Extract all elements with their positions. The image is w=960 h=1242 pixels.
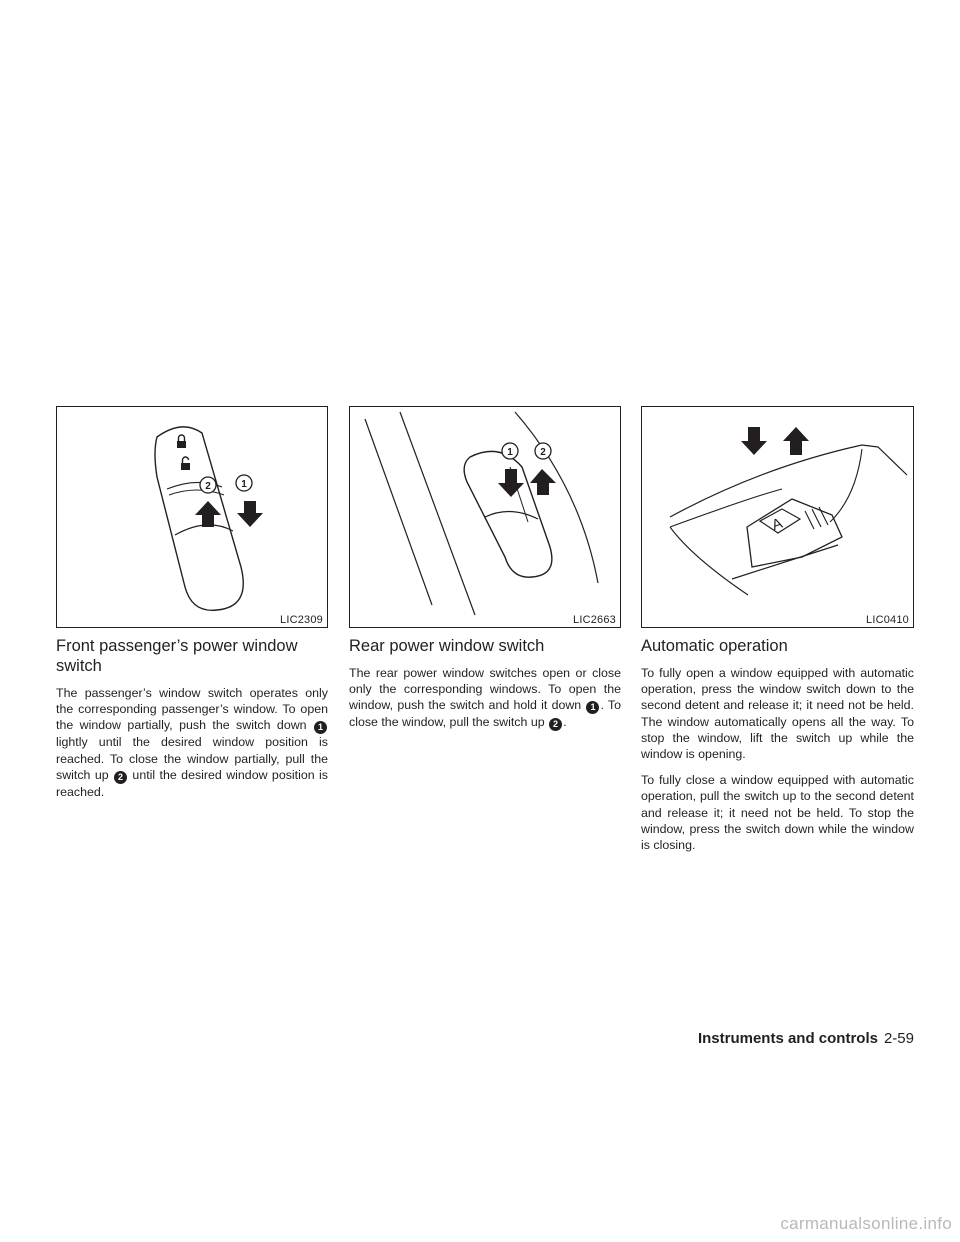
arrow-up-icon xyxy=(530,469,556,495)
svg-text:2: 2 xyxy=(205,481,211,492)
section-heading: Rear power window switch xyxy=(349,637,545,655)
callout-1: 1 xyxy=(586,701,599,714)
text-run: . xyxy=(563,715,567,730)
auto-switch-illustration xyxy=(642,407,915,629)
text-run: lightly until the desired window position is reached. To close the window partially, pull the switch up xyxy=(56,735,328,782)
section-heading: Automatic operation xyxy=(641,637,788,655)
section-automatic-operation xyxy=(641,636,914,863)
footer-section-title: Instruments and controls xyxy=(697,1030,878,1047)
body-paragraph xyxy=(349,665,621,731)
callout-2: 2 xyxy=(549,718,562,731)
svg-text:2: 2 xyxy=(540,447,546,458)
text-run: The rear power window switches open or close only the corresponding windows. To open the window, push the switch and hold it down xyxy=(349,666,621,713)
section-front-passenger xyxy=(56,636,328,810)
section-heading xyxy=(56,636,328,676)
figure-front-passenger-switch xyxy=(56,406,328,628)
callout-2: 2 xyxy=(114,771,127,784)
front-switch-illustration xyxy=(57,407,329,629)
callout-1: 1 xyxy=(314,721,327,734)
lock-icon xyxy=(177,435,186,448)
arrow-down-icon xyxy=(741,427,767,455)
watermark: carmanualsonline.info xyxy=(780,1214,952,1233)
arrow-up-icon xyxy=(783,427,809,455)
heading-line-2: switch xyxy=(56,657,102,675)
text-run: until the desired window position is reached. xyxy=(56,767,328,799)
figure-rear-switch xyxy=(349,406,621,628)
arrow-down-icon xyxy=(237,501,263,527)
text-run: . To close the window, pull the switch up xyxy=(349,698,621,730)
page-number: 2-59 xyxy=(883,1030,914,1047)
unlock-icon xyxy=(181,457,190,470)
figure-automatic-operation xyxy=(641,406,914,628)
callout-1 xyxy=(236,475,252,491)
section-rear xyxy=(349,636,621,741)
svg-text:1: 1 xyxy=(241,479,247,490)
rear-switch-illustration xyxy=(350,407,622,629)
callout-1 xyxy=(502,443,518,459)
page-footer xyxy=(698,1030,914,1047)
callout-2 xyxy=(535,443,551,459)
body-paragraph: To fully open a window equipped with automatic operation, press the window switch down to the second detent and release it; it need not be held. The window automatically opens all the way. To stop the window, lift the switch up while the window is opening. xyxy=(641,666,914,762)
callout-2 xyxy=(200,477,216,493)
body-paragraph: To fully close a window equipped with automatic operation, pull the switch up to the second detent and release it; it need not be held. To stop the window, press the switch down while the window is closing. xyxy=(641,773,914,853)
body-paragraph xyxy=(56,685,328,800)
figure-code: LIC2663 xyxy=(573,614,616,626)
arrow-up-icon xyxy=(195,501,221,527)
arrow-down-icon xyxy=(498,469,524,497)
figure-code: LIC2309 xyxy=(280,614,323,626)
svg-text:A: A xyxy=(769,514,785,535)
heading-line-1: Front passenger’s power window xyxy=(56,637,298,655)
text-run: The passenger’s window switch operates only the corresponding passenger’s window. To open the window partially, push the switch down xyxy=(56,686,328,733)
figure-code: LIC0410 xyxy=(866,614,909,626)
svg-text:1: 1 xyxy=(507,447,513,458)
